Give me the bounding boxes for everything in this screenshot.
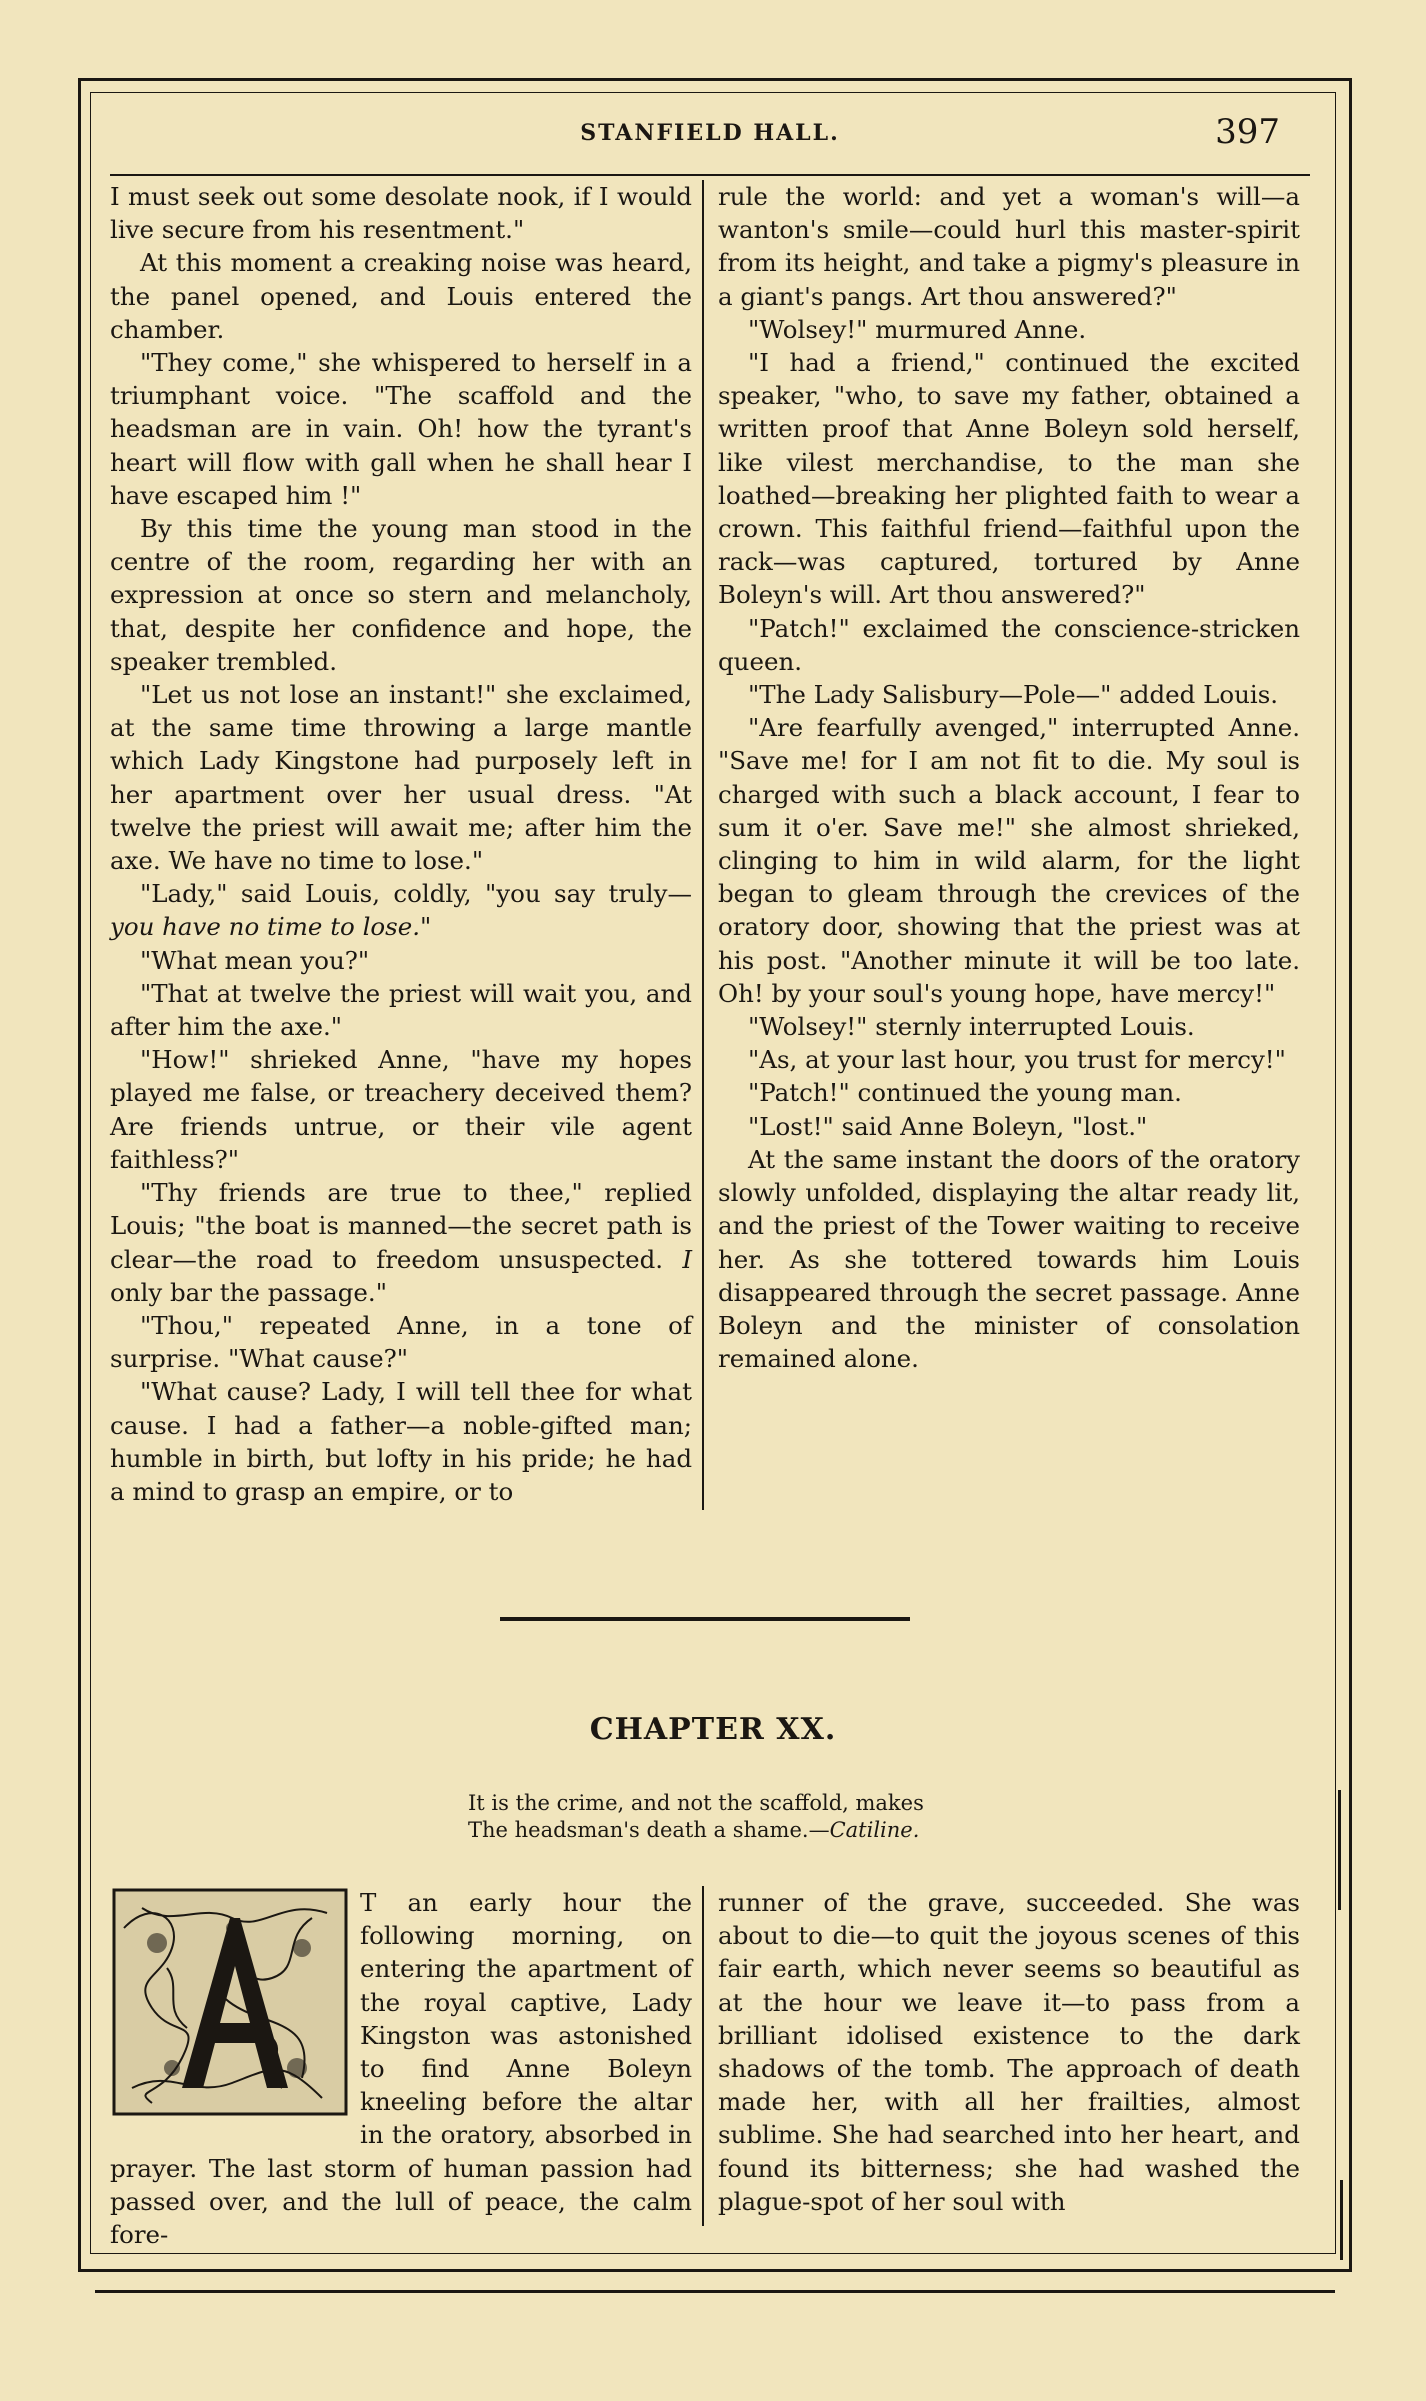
paragraph: At the same instant the doors of the oratory slowly unfolded, displaying the altar ready lit, and the priest of the Tower waiting to receive her. As she tottered towards him Louis disappeared through the secret passage. Anne Boleyn and the minister of consolation remained alone.	[718, 1144, 1300, 1374]
paragraph: T an early hour the following morning, on entering the apartment of the royal captive, Lady Kingston was astonished to find Anne Boleyn kneeling before the altar in the oratory, absorbed in prayer. The last storm of human passion had passed over, and the lull of peace, the calm fore-	[110, 1888, 692, 2250]
epigraph-text: The headsman's death a shame.—	[468, 1818, 830, 1842]
paragraph: "What cause? Lady, I will tell thee for what cause. I had a father—a noble-gifted man; humble in birth, but lofty in his pride; he had a mind to grasp an empire, or to	[110, 1377, 692, 1506]
epigraph	[468, 1790, 988, 1844]
paragraph: "How!" shrieked Anne, "have my hopes played me false, or treachery deceived them? Are friends untrue, or their vile agent faithless?"	[110, 1045, 692, 1174]
paragraph: "Patch!" exclaimed the conscience-stricken queen.	[718, 613, 1300, 676]
italic-text: I	[682, 1244, 692, 1274]
paragraph: At this moment a creaking noise was heard, the panel opened, and Louis entered the chamber.	[110, 248, 692, 344]
paragraph: "I had a friend," continued the excited speaker, "who, to save my father, obtained a written proof that Anne Boleyn sold herself, like vilest merchandise, to the man she loathed—breaking her plighted faith to wear a crown. This faithful friend—faithful upon the rack—was captured, tortured by Anne Boleyn's will. Art thou answered?"	[718, 348, 1300, 610]
right-column	[718, 180, 1300, 1375]
footer-rule	[95, 2290, 1335, 2293]
header-rule	[110, 174, 1310, 176]
paragraph: "The Lady Salisbury—Pole—" added Louis.	[748, 680, 1279, 710]
paragraph: "As, at your last hour, you trust for mercy!"	[748, 1045, 1286, 1075]
page-number: 397	[1215, 112, 1280, 152]
paragraph: "Thou," repeated Anne, in a tone of surprise. "What cause?"	[110, 1310, 692, 1374]
italic-text: you have no time to lose.	[110, 912, 421, 942]
margin-mark	[1338, 1790, 1341, 1910]
paragraph: "Patch!" continued the young man.	[748, 1078, 1182, 1108]
paragraph: "They come," she whispered to herself in a triumphant voice. "The scaffold and the headsman are in vain. Oh! how the tyrant's heart will flow with gall when he shall hear I have escaped him !"	[110, 348, 692, 510]
margin-mark	[1340, 2180, 1343, 2260]
column-divider	[702, 180, 704, 1510]
paragraph-text: "Thy friends are true to thee," replied Louis; "the boat is manned—the secret path is clear—the road to freedom unsuspected.	[110, 1178, 692, 1274]
paragraph: "Lady," said Louis, coldly, "you say truly—you have no time to lose."	[110, 879, 692, 942]
paragraph: "What mean you?"	[140, 945, 370, 975]
page-header	[110, 112, 1310, 172]
paragraph: "Lost!" said Anne Boleyn, "lost."	[748, 1111, 1148, 1141]
chapter-right-column	[718, 1886, 1300, 2218]
left-column	[110, 180, 692, 1508]
paragraph: By this time the young man stood in the centre of the room, regarding her with an expression at once so stern and melancholy, that, despite her confidence and hope, the speaker trembled.	[110, 514, 692, 676]
paragraph: "Wolsey!" sternly interrupted Louis.	[748, 1012, 1195, 1042]
paragraph: "Wolsey!" murmured Anne.	[748, 314, 1087, 344]
epigraph-attribution: Catiline.	[829, 1818, 920, 1842]
epigraph-line	[468, 1817, 988, 1844]
paragraph: "That at twelve the priest will wait you, and after him the axe."	[110, 978, 692, 1042]
chapter-title: CHAPTER XX.	[589, 1712, 837, 1747]
paragraph-text: "Lady," said Louis, coldly, "you say truly—	[140, 879, 692, 909]
chapter-left-column	[110, 1886, 692, 2251]
paragraph: "Are fearfully avenged," interrupted Anne. "Save me! for I am not fit to die. My soul is charged with such a black account, I fear to sum it o'er. Save me!" she almost shrieked, clinging to him in wild alarm, for the light began to gleam through the crevices of the oratory door, showing that the priest was at his post. "Another minute it will be too late. Oh! by your soul's young hope, have mercy!"	[718, 713, 1300, 1008]
column-divider	[702, 1886, 704, 2226]
paragraph: runner of the grave, succeeded. She was about to die—to quit the joyous scenes of this fair earth, which never seems so beautiful as at the hour we leave it—to pass from a brilliant idolised existence to the dark shadows of the tomb. The approach of death made her, with all her frailties, almost sublime. She had searched into her heart, and found its bitterness; she had washed the plague-spot of her soul with	[718, 1888, 1300, 2216]
paragraph	[110, 1176, 692, 1309]
paragraph: rule the world: and yet a woman's will—a wanton's smile—could hurl this master-spirit from its height, and take a pigmy's pleasure in a giant's pangs. Art thou answered?"	[718, 182, 1300, 311]
paragraph: I must seek out some desolate nook, if I would live secure from his resentment."	[110, 182, 692, 245]
running-title: STANFIELD HALL.	[580, 120, 840, 146]
paragraph: "Let us not lose an instant!" she exclaimed, at the same time throwing a large mantle which Lady Kingstone had purposely left in her apartment over her usual dress. "At twelve the priest will await me; after him the axe. We have no time to lose."	[110, 680, 692, 876]
epigraph-line: It is the crime, and not the scaffold, makes	[468, 1791, 924, 1815]
paragraph-text: only bar the passage."	[110, 1277, 387, 1307]
section-rule	[500, 1617, 910, 1621]
drop-cap-space	[110, 1886, 360, 2126]
